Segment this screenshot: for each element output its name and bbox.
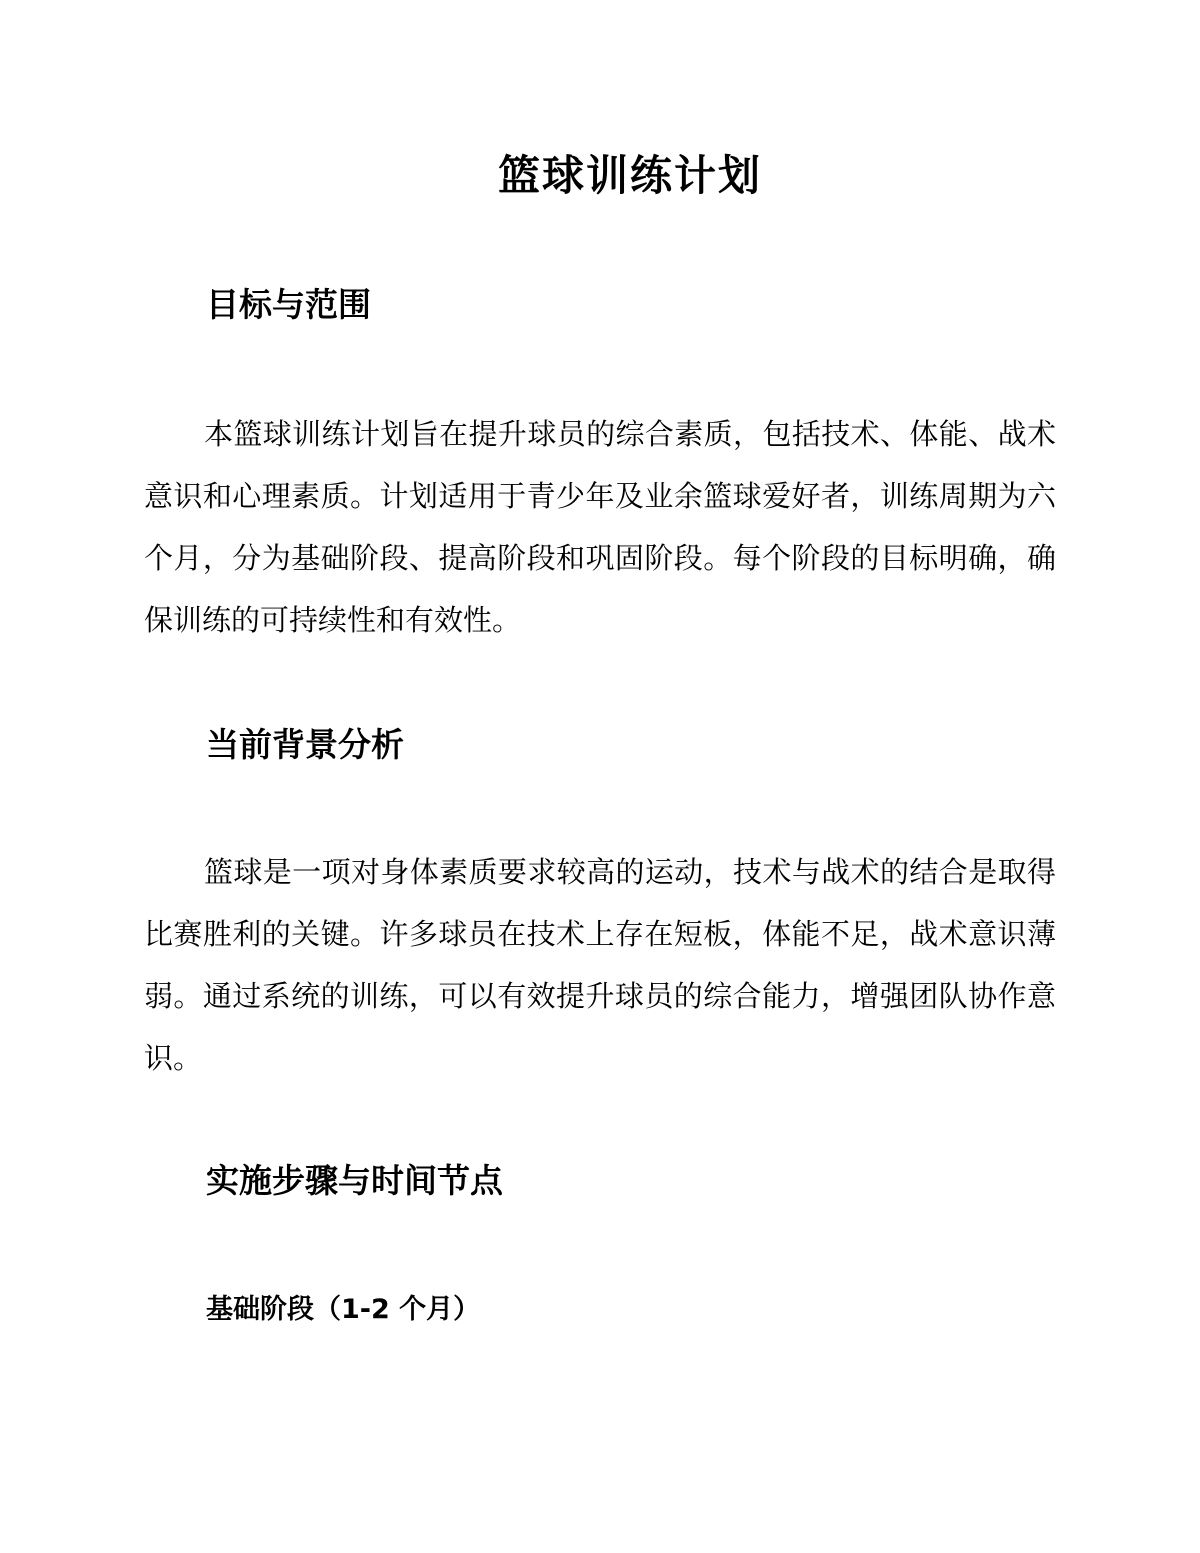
section-heading-background: 当前背景分析 bbox=[206, 725, 404, 764]
section-heading-implementation: 实施步骤与时间节点 bbox=[206, 1161, 503, 1200]
subheading-basic-stage: 基础阶段（1-2 个月） bbox=[206, 1294, 481, 1325]
section-heading-goals-scope: 目标与范围 bbox=[206, 285, 371, 324]
section-paragraph-goals-scope: 本篮球训练计划旨在提升球员的综合素质，包括技术、体能、战术意识和心理素质。计划适用于青少年及业余篮球爱好者，训练周期为六个月，分为基础阶段、提高阶段和巩固阶段。每个阶段的目标明确，确保训练的可持续性和有效性。 bbox=[144, 417, 1056, 637]
document-title: 篮球训练计划 bbox=[497, 151, 762, 200]
section-paragraph-background: 篮球是一项对身体素质要求较高的运动，技术与战术的结合是取得比赛胜利的关键。许多球员在技术上存在短板，体能不足，战术意识薄弱。通过系统的训练，可以有效提升球员的综合能力，增强团队协作意识。 bbox=[144, 855, 1056, 1075]
